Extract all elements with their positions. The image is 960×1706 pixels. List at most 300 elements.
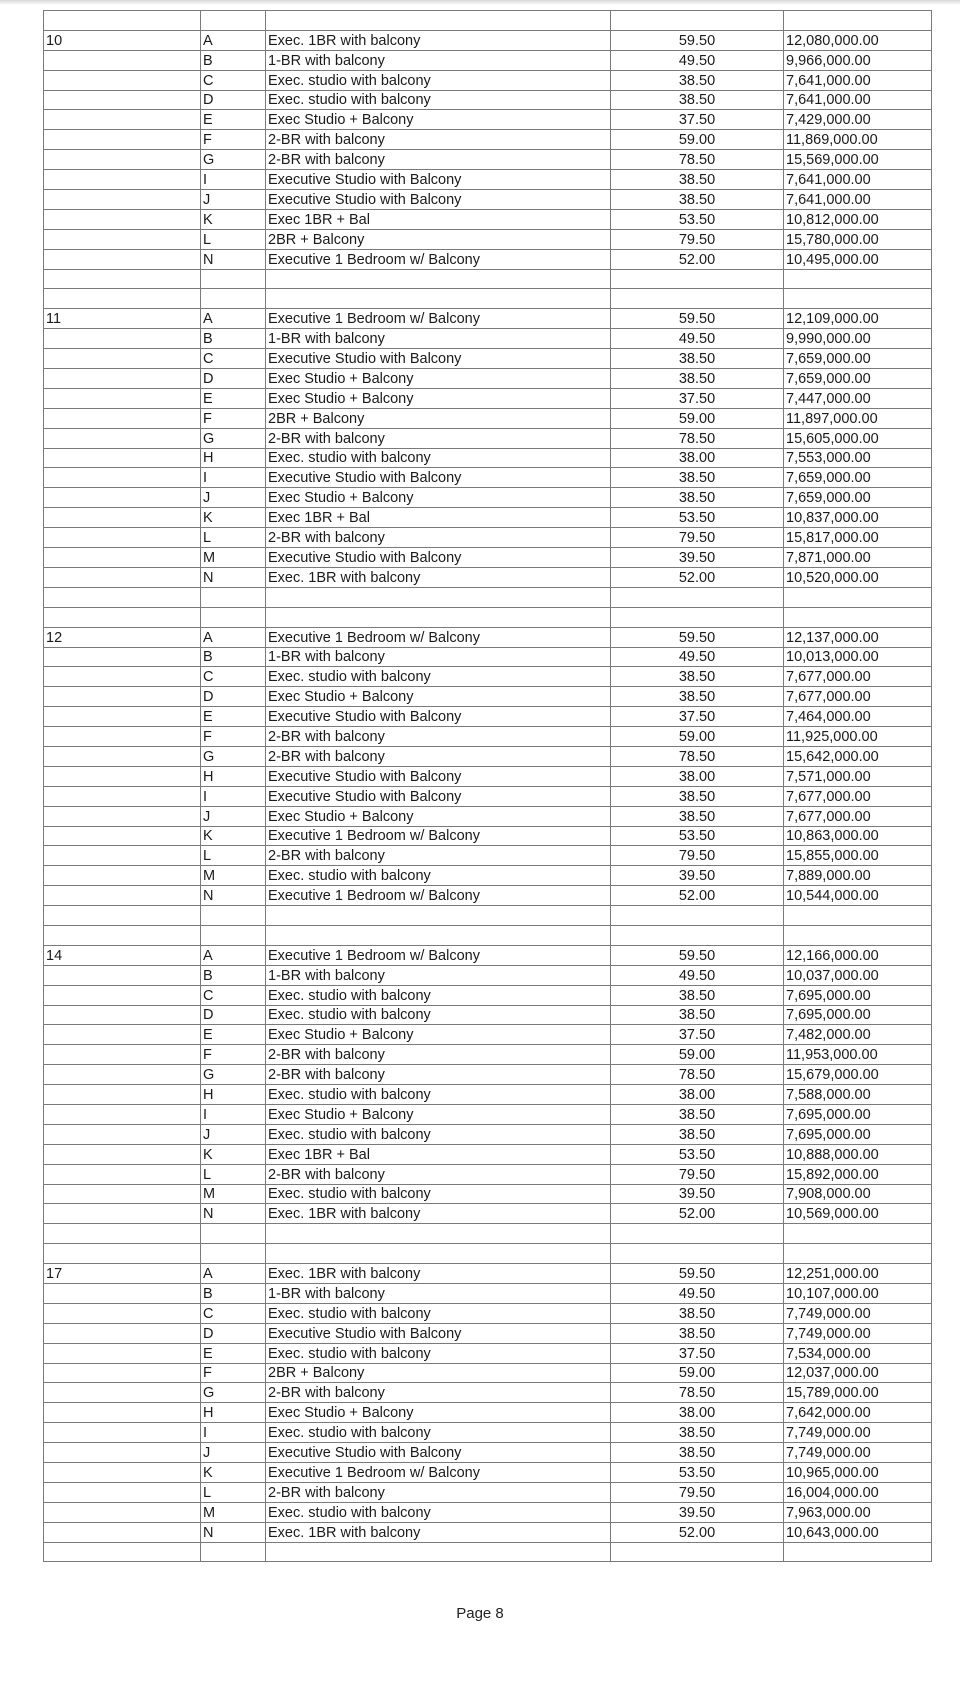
- unit-type-cell: Exec. studio with balcony: [266, 1423, 611, 1443]
- area-cell: 52.00: [611, 249, 784, 269]
- table-row: [44, 707, 932, 727]
- area-cell: 38.50: [611, 369, 784, 389]
- empty-cell: [266, 925, 611, 945]
- area-cell: 78.50: [611, 428, 784, 448]
- floor-cell: [44, 846, 201, 866]
- floor-cell: [44, 1104, 201, 1124]
- table-row: [44, 866, 932, 886]
- area-cell: 38.50: [611, 90, 784, 110]
- area-cell: 38.50: [611, 349, 784, 369]
- empty-cell: [611, 587, 784, 607]
- price-cell: 10,013,000.00: [784, 647, 932, 667]
- table-row: [44, 1204, 932, 1224]
- floor-cell: [44, 866, 201, 886]
- area-cell: 59.50: [611, 627, 784, 647]
- area-cell: 38.50: [611, 468, 784, 488]
- empty-cell: [784, 269, 932, 289]
- price-cell: 7,908,000.00: [784, 1184, 932, 1204]
- price-cell: 10,812,000.00: [784, 209, 932, 229]
- table-row: [44, 1144, 932, 1164]
- floor-cell: [44, 1423, 201, 1443]
- price-cell: 15,817,000.00: [784, 528, 932, 548]
- empty-cell: [266, 269, 611, 289]
- area-cell: 53.50: [611, 1463, 784, 1483]
- unit-cell: D: [201, 90, 266, 110]
- empty-cell: [611, 925, 784, 945]
- empty-cell: [44, 11, 201, 31]
- price-cell: 10,837,000.00: [784, 508, 932, 528]
- table-row: [44, 1522, 932, 1542]
- table-row: [44, 687, 932, 707]
- area-cell: 78.50: [611, 150, 784, 170]
- price-cell: 7,659,000.00: [784, 488, 932, 508]
- empty-cell: [201, 1542, 266, 1562]
- empty-cell: [201, 11, 266, 31]
- floor-cell: [44, 1124, 201, 1144]
- unit-type-cell: Exec. studio with balcony: [266, 1303, 611, 1323]
- unit-type-cell: Exec 1BR + Bal: [266, 209, 611, 229]
- unit-cell: I: [201, 170, 266, 190]
- price-cell: 10,643,000.00: [784, 1522, 932, 1542]
- price-cell: 7,534,000.00: [784, 1343, 932, 1363]
- area-cell: 53.50: [611, 826, 784, 846]
- floor-cell: 11: [44, 309, 201, 329]
- table-row: [44, 209, 932, 229]
- unit-type-cell: Exec 1BR + Bal: [266, 508, 611, 528]
- spacer-row: [44, 587, 932, 607]
- area-cell: 59.00: [611, 408, 784, 428]
- area-cell: 37.50: [611, 110, 784, 130]
- area-cell: 52.00: [611, 1522, 784, 1542]
- empty-cell: [44, 1542, 201, 1562]
- empty-cell: [44, 269, 201, 289]
- floor-cell: [44, 468, 201, 488]
- empty-cell: [784, 925, 932, 945]
- floor-cell: [44, 826, 201, 846]
- price-cell: 7,963,000.00: [784, 1502, 932, 1522]
- area-cell: 38.50: [611, 1124, 784, 1144]
- price-cell: 7,889,000.00: [784, 866, 932, 886]
- table-row: [44, 826, 932, 846]
- floor-cell: [44, 667, 201, 687]
- unit-cell: G: [201, 746, 266, 766]
- area-cell: 78.50: [611, 1065, 784, 1085]
- unit-cell: A: [201, 1264, 266, 1284]
- unit-type-cell: Exec. studio with balcony: [266, 448, 611, 468]
- table-row: [44, 508, 932, 528]
- table-row: [44, 1005, 932, 1025]
- area-cell: 52.00: [611, 567, 784, 587]
- table-row: [44, 746, 932, 766]
- area-cell: 59.00: [611, 130, 784, 150]
- table-row: [44, 388, 932, 408]
- floor-cell: [44, 229, 201, 249]
- price-list-table: [43, 10, 932, 1562]
- price-cell: 7,677,000.00: [784, 667, 932, 687]
- area-cell: 38.50: [611, 1104, 784, 1124]
- unit-cell: K: [201, 826, 266, 846]
- unit-cell: F: [201, 130, 266, 150]
- floor-cell: [44, 1363, 201, 1383]
- unit-type-cell: Executive Studio with Balcony: [266, 1443, 611, 1463]
- table-row: [44, 408, 932, 428]
- price-cell: 11,869,000.00: [784, 130, 932, 150]
- empty-cell: [611, 1542, 784, 1562]
- area-cell: 53.50: [611, 508, 784, 528]
- area-cell: 38.50: [611, 190, 784, 210]
- floor-cell: [44, 349, 201, 369]
- table-row: [44, 249, 932, 269]
- unit-type-cell: Exec. 1BR with balcony: [266, 30, 611, 50]
- empty-cell: [784, 607, 932, 627]
- unit-type-cell: Executive Studio with Balcony: [266, 170, 611, 190]
- table-row: [44, 548, 932, 568]
- floor-cell: [44, 1005, 201, 1025]
- floor-cell: [44, 1403, 201, 1423]
- floor-cell: [44, 1045, 201, 1065]
- unit-type-cell: 2-BR with balcony: [266, 1164, 611, 1184]
- empty-cell: [784, 11, 932, 31]
- floor-cell: [44, 687, 201, 707]
- unit-cell: L: [201, 846, 266, 866]
- table-row: [44, 647, 932, 667]
- unit-cell: M: [201, 548, 266, 568]
- empty-cell: [784, 1244, 932, 1264]
- unit-type-cell: Exec Studio + Balcony: [266, 1403, 611, 1423]
- floor-cell: [44, 985, 201, 1005]
- table-row: [44, 50, 932, 70]
- table-row: [44, 1104, 932, 1124]
- table-row: [44, 1463, 932, 1483]
- floor-cell: [44, 1383, 201, 1403]
- area-cell: 59.50: [611, 309, 784, 329]
- unit-type-cell: Exec. studio with balcony: [266, 1124, 611, 1144]
- price-cell: 12,137,000.00: [784, 627, 932, 647]
- price-cell: 7,588,000.00: [784, 1085, 932, 1105]
- price-cell: 7,641,000.00: [784, 190, 932, 210]
- unit-cell: N: [201, 886, 266, 906]
- table-row: [44, 130, 932, 150]
- table-row: [44, 528, 932, 548]
- floor-cell: [44, 408, 201, 428]
- price-cell: 12,080,000.00: [784, 30, 932, 50]
- table-row: [44, 190, 932, 210]
- table-row: [44, 1303, 932, 1323]
- price-cell: 10,569,000.00: [784, 1204, 932, 1224]
- unit-type-cell: 2-BR with balcony: [266, 1045, 611, 1065]
- floor-cell: [44, 1284, 201, 1304]
- price-cell: 12,166,000.00: [784, 945, 932, 965]
- area-cell: 38.50: [611, 1423, 784, 1443]
- area-cell: 49.50: [611, 647, 784, 667]
- empty-cell: [266, 587, 611, 607]
- unit-cell: M: [201, 1184, 266, 1204]
- floor-cell: [44, 1164, 201, 1184]
- table-row: [44, 329, 932, 349]
- unit-cell: B: [201, 647, 266, 667]
- unit-cell: J: [201, 806, 266, 826]
- price-cell: 12,251,000.00: [784, 1264, 932, 1284]
- empty-cell: [611, 1244, 784, 1264]
- area-cell: 37.50: [611, 707, 784, 727]
- area-cell: 39.50: [611, 866, 784, 886]
- unit-cell: E: [201, 1025, 266, 1045]
- table-row: [44, 448, 932, 468]
- unit-type-cell: Exec Studio + Balcony: [266, 369, 611, 389]
- empty-cell: [611, 269, 784, 289]
- floor-cell: [44, 746, 201, 766]
- empty-cell: [266, 607, 611, 627]
- area-cell: 38.50: [611, 1005, 784, 1025]
- table-row: [44, 1323, 932, 1343]
- unit-cell: D: [201, 369, 266, 389]
- empty-cell: [266, 1224, 611, 1244]
- floor-cell: [44, 150, 201, 170]
- price-list-body: [44, 11, 932, 1562]
- floor-cell: [44, 388, 201, 408]
- unit-cell: M: [201, 866, 266, 886]
- table-row: [44, 1443, 932, 1463]
- floor-cell: 10: [44, 30, 201, 50]
- empty-cell: [266, 1542, 611, 1562]
- floor-cell: [44, 786, 201, 806]
- table-row: [44, 90, 932, 110]
- table-row: [44, 349, 932, 369]
- unit-type-cell: Exec. studio with balcony: [266, 1184, 611, 1204]
- spacer-row: [44, 1224, 932, 1244]
- unit-cell: J: [201, 1124, 266, 1144]
- floor-cell: [44, 766, 201, 786]
- floor-cell: [44, 329, 201, 349]
- unit-type-cell: 2-BR with balcony: [266, 1065, 611, 1085]
- price-cell: 7,695,000.00: [784, 1104, 932, 1124]
- floor-cell: [44, 548, 201, 568]
- price-cell: 7,464,000.00: [784, 707, 932, 727]
- unit-type-cell: 2-BR with balcony: [266, 130, 611, 150]
- unit-type-cell: Exec Studio + Balcony: [266, 1025, 611, 1045]
- floor-cell: [44, 90, 201, 110]
- unit-type-cell: Exec. studio with balcony: [266, 866, 611, 886]
- empty-cell: [266, 1244, 611, 1264]
- price-cell: 11,925,000.00: [784, 727, 932, 747]
- area-cell: 79.50: [611, 1482, 784, 1502]
- unit-cell: D: [201, 687, 266, 707]
- area-cell: 38.00: [611, 448, 784, 468]
- table-row: [44, 1403, 932, 1423]
- empty-cell: [44, 1224, 201, 1244]
- price-cell: 7,641,000.00: [784, 70, 932, 90]
- empty-cell: [44, 289, 201, 309]
- unit-type-cell: 2-BR with balcony: [266, 1383, 611, 1403]
- table-row: [44, 70, 932, 90]
- table-row: [44, 110, 932, 130]
- unit-cell: B: [201, 50, 266, 70]
- unit-type-cell: Exec Studio + Balcony: [266, 388, 611, 408]
- price-cell: 7,447,000.00: [784, 388, 932, 408]
- area-cell: 38.50: [611, 488, 784, 508]
- unit-type-cell: 2BR + Balcony: [266, 229, 611, 249]
- area-cell: 39.50: [611, 1184, 784, 1204]
- price-cell: 7,659,000.00: [784, 369, 932, 389]
- empty-cell: [44, 607, 201, 627]
- price-cell: 7,641,000.00: [784, 170, 932, 190]
- table-row: [44, 1383, 932, 1403]
- unit-type-cell: 1-BR with balcony: [266, 647, 611, 667]
- area-cell: 38.00: [611, 766, 784, 786]
- unit-type-cell: Executive Studio with Balcony: [266, 548, 611, 568]
- empty-cell: [784, 289, 932, 309]
- unit-cell: E: [201, 110, 266, 130]
- table-row: [44, 468, 932, 488]
- table-row: [44, 309, 932, 329]
- unit-cell: C: [201, 70, 266, 90]
- table-row: [44, 1264, 932, 1284]
- unit-cell: D: [201, 1323, 266, 1343]
- floor-cell: [44, 209, 201, 229]
- unit-cell: K: [201, 508, 266, 528]
- empty-cell: [201, 269, 266, 289]
- unit-type-cell: Executive 1 Bedroom w/ Balcony: [266, 249, 611, 269]
- price-cell: 15,605,000.00: [784, 428, 932, 448]
- empty-cell: [611, 1224, 784, 1244]
- unit-type-cell: Exec. studio with balcony: [266, 985, 611, 1005]
- area-cell: 52.00: [611, 1204, 784, 1224]
- floor-cell: 14: [44, 945, 201, 965]
- floor-cell: [44, 528, 201, 548]
- empty-cell: [611, 11, 784, 31]
- area-cell: 53.50: [611, 1144, 784, 1164]
- price-cell: 15,892,000.00: [784, 1164, 932, 1184]
- area-cell: 37.50: [611, 1025, 784, 1045]
- page-number: Page 8: [456, 1605, 504, 1622]
- unit-cell: B: [201, 1284, 266, 1304]
- area-cell: 59.50: [611, 945, 784, 965]
- table-row: [44, 1025, 932, 1045]
- area-cell: 38.00: [611, 1403, 784, 1423]
- floor-cell: [44, 1522, 201, 1542]
- price-cell: 7,695,000.00: [784, 985, 932, 1005]
- floor-cell: [44, 428, 201, 448]
- price-cell: 9,966,000.00: [784, 50, 932, 70]
- area-cell: 59.00: [611, 1363, 784, 1383]
- unit-type-cell: 1-BR with balcony: [266, 1284, 611, 1304]
- price-cell: 15,780,000.00: [784, 229, 932, 249]
- unit-cell: F: [201, 727, 266, 747]
- floor-cell: [44, 508, 201, 528]
- floor-cell: [44, 727, 201, 747]
- price-cell: 10,520,000.00: [784, 567, 932, 587]
- table-row: [44, 786, 932, 806]
- empty-cell: [201, 1224, 266, 1244]
- price-cell: 7,695,000.00: [784, 1124, 932, 1144]
- page-top-shadow: [0, 0, 960, 5]
- table-row: [44, 30, 932, 50]
- empty-cell: [611, 289, 784, 309]
- unit-cell: F: [201, 1363, 266, 1383]
- unit-cell: M: [201, 1502, 266, 1522]
- table-row: [44, 1343, 932, 1363]
- unit-cell: E: [201, 388, 266, 408]
- spacer-row: [44, 906, 932, 926]
- unit-type-cell: Exec. studio with balcony: [266, 1005, 611, 1025]
- floor-cell: [44, 1343, 201, 1363]
- floor-cell: [44, 249, 201, 269]
- price-cell: 7,553,000.00: [784, 448, 932, 468]
- floor-cell: [44, 707, 201, 727]
- area-cell: 59.50: [611, 1264, 784, 1284]
- unit-cell: I: [201, 1423, 266, 1443]
- unit-cell: C: [201, 985, 266, 1005]
- unit-type-cell: Exec Studio + Balcony: [266, 488, 611, 508]
- unit-cell: G: [201, 1383, 266, 1403]
- area-cell: 38.50: [611, 667, 784, 687]
- unit-cell: A: [201, 309, 266, 329]
- price-cell: 7,695,000.00: [784, 1005, 932, 1025]
- price-cell: 15,789,000.00: [784, 1383, 932, 1403]
- area-cell: 38.50: [611, 687, 784, 707]
- unit-cell: G: [201, 428, 266, 448]
- table-row: [44, 1482, 932, 1502]
- area-cell: 38.50: [611, 70, 784, 90]
- area-cell: 38.50: [611, 1303, 784, 1323]
- unit-cell: B: [201, 329, 266, 349]
- price-cell: 12,109,000.00: [784, 309, 932, 329]
- unit-cell: J: [201, 488, 266, 508]
- table-row: [44, 806, 932, 826]
- unit-type-cell: Exec Studio + Balcony: [266, 1104, 611, 1124]
- empty-cell: [201, 1244, 266, 1264]
- table-row: [44, 1124, 932, 1144]
- area-cell: 78.50: [611, 746, 784, 766]
- floor-cell: [44, 1463, 201, 1483]
- area-cell: 59.50: [611, 30, 784, 50]
- area-cell: 38.50: [611, 1323, 784, 1343]
- price-cell: 16,004,000.00: [784, 1482, 932, 1502]
- unit-cell: J: [201, 190, 266, 210]
- spacer-row: [44, 11, 932, 31]
- unit-type-cell: Executive 1 Bedroom w/ Balcony: [266, 1463, 611, 1483]
- table-row: [44, 369, 932, 389]
- floor-cell: 17: [44, 1264, 201, 1284]
- price-cell: 11,897,000.00: [784, 408, 932, 428]
- unit-type-cell: Exec. 1BR with balcony: [266, 1264, 611, 1284]
- unit-type-cell: Executive Studio with Balcony: [266, 766, 611, 786]
- price-cell: 10,037,000.00: [784, 965, 932, 985]
- area-cell: 49.50: [611, 50, 784, 70]
- floor-cell: [44, 1482, 201, 1502]
- empty-cell: [784, 906, 932, 926]
- empty-cell: [44, 925, 201, 945]
- price-cell: 15,569,000.00: [784, 150, 932, 170]
- price-cell: 7,749,000.00: [784, 1423, 932, 1443]
- price-cell: 7,677,000.00: [784, 687, 932, 707]
- unit-type-cell: Exec. studio with balcony: [266, 1343, 611, 1363]
- unit-cell: L: [201, 528, 266, 548]
- price-cell: 10,544,000.00: [784, 886, 932, 906]
- floor-cell: [44, 170, 201, 190]
- unit-type-cell: Executive 1 Bedroom w/ Balcony: [266, 945, 611, 965]
- floor-cell: [44, 1085, 201, 1105]
- table-row: [44, 1423, 932, 1443]
- unit-cell: H: [201, 448, 266, 468]
- unit-type-cell: Exec. studio with balcony: [266, 70, 611, 90]
- unit-cell: N: [201, 249, 266, 269]
- unit-cell: L: [201, 1164, 266, 1184]
- unit-type-cell: 1-BR with balcony: [266, 329, 611, 349]
- area-cell: 79.50: [611, 528, 784, 548]
- unit-cell: D: [201, 1005, 266, 1025]
- spacer-row: [44, 1244, 932, 1264]
